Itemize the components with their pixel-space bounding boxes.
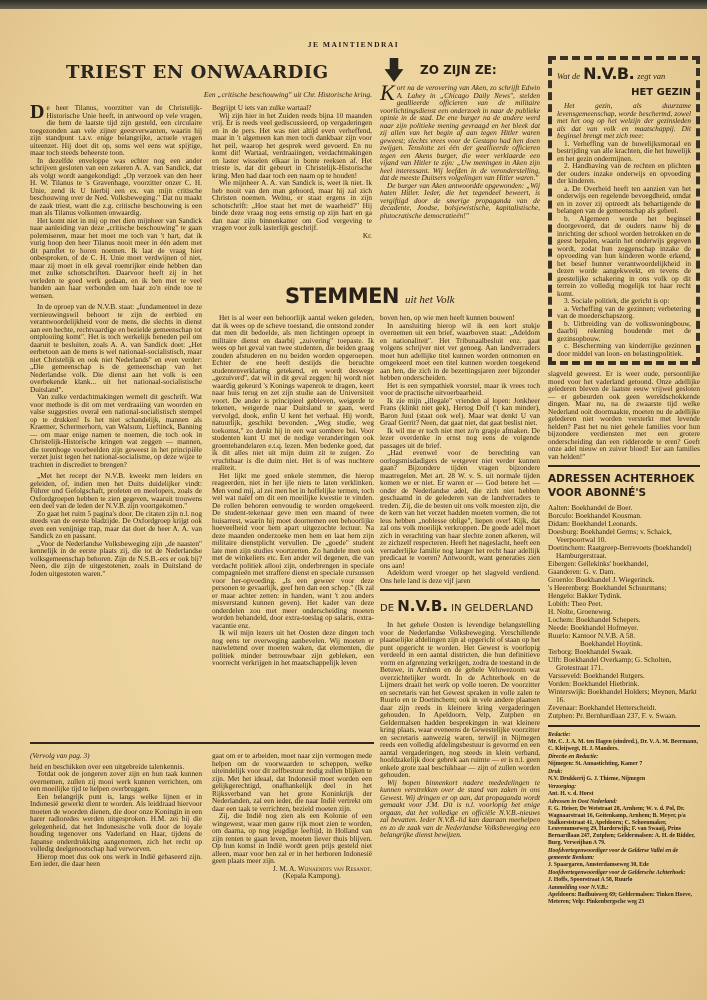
vervolg-column-2 <box>212 752 372 880</box>
paragraph: boven hen, op wie men heeft kunnen bouwen! <box>380 313 515 322</box>
colophon-label: Redactie: <box>548 732 571 738</box>
paragraph: Wij zijn hier in het Zuiden reeds bijna 10 maanden vrij. Er is reeds veel gediscussieerd, op vergaderingen en in de pers. Het was niet altijd even verheffend, maar in 't algemeen kan men toch dankbaar zijn voor het peil, waarop het gesprek werd gevoerd. En nu komt dit! Wartaal, verdraaiingen, verdachtmakingen en laster wisselen elkaar in bonte reeksen af. Het trieste is, dat dit gebeurt in Christelijk-Historische kring. Men had daar toch een naam op te houden! <box>212 110 372 180</box>
headline-zo-zijn-ze: ZO ZIJN ZE: <box>420 63 497 77</box>
box-title: HET GEZIN <box>631 87 691 98</box>
address-entry: Hengelo: Bakker Tydink. <box>548 591 622 600</box>
address-entry: Zevenaar: Boekhandel Hetterscheidt. <box>548 703 657 712</box>
paragraph: Adeldom werd vroeger op het slagveld verdiend. Ons hele land is deze vijf jaren <box>380 568 540 585</box>
address-entry: 's Heerenberg: Boekhandel Schuurmans; <box>548 583 667 592</box>
address-entry: Neede: Boekhandel Hofmeyer. <box>548 623 639 632</box>
running-title: JE MAINTIENDRAI <box>307 40 400 49</box>
list-item: 1. Verheffing van de huwelijksmoraal en bestrijding van alle krachten, die het huwelijk en het gezin ondermijnen. <box>557 138 691 163</box>
paragraph: Wij hopen binnenkort nadere mededelingen te kunnen verstrekken over de stand van zaken in ons Gewest. Wij dringen er op aan, dat propaganda wordt gemaakt voor J.M. Dit is n.l. voorlopig het enige orgaan, dat het volledige en officiële N.V.B.-nieuws zal bevatten. Ieder N.V.B.-lid kan daaraan meehelpen en zo de zaak van de Nederlandse Volksbeweging een belangrijke dienst bewijzen. <box>380 777 540 839</box>
title-line: VOOR ABONNÉ'S <box>548 487 647 499</box>
paragraph: Ik wil mijn lezers uit het Oosten deze dingen toch nog eens ter overweging aanbevelen. Wij moeten er nauwlettend over moeten waken, dat elementen, die politiek minder betrouwbaar zijn gebleken, een voorrecht verkrijgen in het maatschappelijk leven <box>212 628 374 667</box>
heading-prefix: Wat de <box>557 71 581 81</box>
address-entry: Ulft: Boekhandel Overkamp; G. Scholten, Grotestraat 171. <box>548 655 672 672</box>
colophon-label: Verzorging: <box>548 784 577 791</box>
stemmen-column-1 <box>212 314 374 667</box>
paragraph: Het komt niet in mij op met dien mijnheer van Sandick naar aanleiding van deze „critische beschouwing" te gaan polemiseren, maar het moet me toch van 't hart, dat ik vurig hoop den heer Tilanus nooit meer in één adem met dit pamflet te horen noemen. Ik laat de vraag hier onbesproken, of de C. H. Unie moet verdwijnen of niet, maar zij moet in elk geval roemrijker einde hebben dan met zulke schotschriften. Daarvoor heeft zij in het verleden te goed werk gedaan, en ik ben met te veel banden aan haar verbonden om haar zo'n einde toe te wensen. <box>30 215 202 300</box>
down-arrow-icon <box>384 58 404 82</box>
paragraph: In de oproep van de N.V.B. staat: „fundamenteel in deze vernieuwingswil behoort te zijn de eerbied en verantwoordelijkheid voor de mens, die slechts in dienst aan een hechte, rechtvaardige en bezielde gemeenschap tot ontplooiing komt". Het is toch werkelijk beneden peil om daaruit te besluiten, zoals A. A. van Sandick doet: „Het eerbetoon aan de mens is wel nationaal-socialistisch, maar niet Christelijk en ook niet Nederlands" en even verder: „Die gemeenschap is de gemeenschap van het Nederlandse volk. Die dienst aan het volk is een overbekende klank... uit het nationaal-socialistische Duitsland". <box>30 302 202 394</box>
triest-column-1 <box>30 101 202 578</box>
address-entry: Zutphen: Pr. Bernhardlaan 237, F. v. Swaan. <box>548 711 677 720</box>
address-entry: Ruurlo: Kantoor N.V.B. A 58. <box>548 631 636 640</box>
address-entry: Doetinchem: Raatgreep-Berrevoets (boekhandel) Hamburgerstraat. <box>548 543 692 560</box>
paragraph: „Met het recept der N.V.B. kweekt men leiders en geleiden, of, indien men het Duits duidelijker vindt: Führer und Gefolgschaft, profeten en meelopers, zoals de Oxfordgroepen hebben te zien gegeven, waaruit trouwens een deel van de leden der N.V.B. zijn voortgekomen." <box>30 471 202 510</box>
colophon-entry <box>548 870 700 884</box>
colophon <box>548 732 700 906</box>
colophon-text: Ant. H. v. d. Horst <box>548 790 594 797</box>
drop-cap: D <box>30 101 45 123</box>
triest-column-2 <box>212 104 372 239</box>
drop-cap: K <box>380 80 395 105</box>
colophon-label: Hoofdvertegenwoordiger voor de Geldersche Achterhoek: <box>548 870 686 877</box>
list-item: 2. Handhaving van de rechten en plichten der ouders inzake onderwijs en opvoeding der kinderen. <box>557 161 691 185</box>
address-entry: Gaanderen: G. v. Dam. <box>548 567 616 576</box>
box-body <box>557 102 691 357</box>
list-item: b. Algemeen worde het beginsel doorgevoerd, dat de ouders nauw bij de inrichting der school worden betrokken en de geest bepalen, waarin het onderwijs gegeven wordt, zodat hun zeggenschap inzake de opvoeding van hun kinderen worde erkend, het besef hunner verantwoordelijkheid in dezen worde aangekweekt, en tevens de geestelijke schakering in ons volk op dit terrein zo volledig mogelijk tot haar recht komt. <box>557 213 691 298</box>
paragraph: e heer Tilanus, voorzitter van de Christelijk-Historische Unie heeft, in antwoord op vele vragen, die hem de laatste tijd zijn gesteld, een circulaire toegezonden aan vele zijner geestverwanten, waarin hij zijn standpunt t.a.v. enige belangrijke, actuele vragen uiteenzet. Hij doet dit op, soms wel eens wat spijtige, maar toch steeds beheerste toon. <box>30 103 202 157</box>
headline-triest: TRIEST EN ONWAARDIG <box>66 62 329 83</box>
address-list <box>548 504 700 720</box>
address-entry: Lochem: Boekhandel Schepers. <box>548 615 641 624</box>
colophon-label: Directie en Redactie: <box>548 753 599 760</box>
colophon-label: Aanmelding voor N.V.B.: <box>548 885 609 892</box>
paragraph: „Had evenwel voor de berechting van oorlogsmisdadigers de wetgever niet verder kunnen gaan? Bijzondere tijden vragen bijzondere maatregelen. Met art. 28 W. v. S. uit normale tijden komen we er niet. Er waren er — God betere het — onder de Nederlandse adel, die zich niet hebben geschaamd in de gelederen van de landverraders te treden. Zij, die de besten uit ons volk moesten zijn, die de kern van het verzet hadden moeten vormen, die tot leus hebben „noblesse oblige", liepen over! Kijk, dat zal ons volk moeilijk verkroppen. De goede adel moet zich in verachting van haar slechte zonen afkeren, wil ze zichzelf respecteren. Heeft het nageslacht, heeft een verraderlijke familie nog langer het recht haar adellijk predicaat te voeren? Antwoordt, want generaties zien ons aan! <box>380 448 540 570</box>
paragraph: Het lijkt me goed enkele stemmen, die hierop reageerden, niet in het ijle niets te laten verklinken. Men vond mij, al zei men het in hoffelijke termen, toch wel wat naïef om dit een moeilijke kwestie te vinden. De rollen behoren eenvoudig te worden omgekeerd. De student-tekenaar geve men een maand of twee huisarrest, waarin hij moet doornemen een behoorlijke hoeveelheid voor hem apart uitgezochte lectuur. Na deze maanden onderzoeke men hem en laat hem zijn militaire dienstplicht vervullen. De „goede" student late men zijn studies voortzetten. Zo handele men ook met de winkeliers etc. Een ander wil degenen, die van verdacht politiek allooi zijn, onderbrengen in speciale compagnieën met straffere dienst en speciale cursussen voor her-opvoeding. „Is een geweer voor deze personen te gevaarlijk, geef hen dan een schop." (Ik zal er maar achter zetten: in handen, want 't zou anders misverstand kunnen geven). Het kader van deze onderdelen zou met meer onderscheiding moeten worden behandeld, door extra-toeslag op salaris, extra-vacantie enz. <box>212 470 374 630</box>
signature: Kr. <box>362 230 372 240</box>
paragraph: Het gezin, als duurzame levensgemeenschap, worde beschermd, zowel met het oog op het welzijn der gezinsleden als dat van volk en maatschappij. Dit beginsel brengt met zich mee: <box>557 101 691 140</box>
paragraph: Een belangrijk punt is, langs welke lijnen er in Indonesië gewerkt dient te worden. Als leiddraad hiervoor moeten de woorden dienen, die door onze Koningin in een harer radioredes werden uitgesproken. H.M. zei bij die gelegenheid, dat het Indonesische volk door de loyale houding tegenover ons Vaderland en Haar, tijdens de Japanse onderdrukking aangenomen, zich het recht op volledig deelgenootschap had verworven. <box>30 791 202 853</box>
author-signature: J. M. A. Wijnaendts van Resandt. <box>272 863 372 873</box>
address-entry: Borculo: Boekhandel Kousman. <box>548 511 642 520</box>
divider <box>548 465 700 467</box>
divider <box>380 589 540 591</box>
address-entry: H. Nolte, Groeneweg. <box>548 607 613 616</box>
divider <box>548 725 700 727</box>
address-entry: Groenlo: Boekhandel J. Wiegerinck. <box>548 575 655 584</box>
author-pseudonym: (Kepala Kampong). <box>283 871 341 880</box>
adressen-title <box>548 472 700 500</box>
paragraph: In aansluiting hierop wil ik een kort stukje overnemen uit een brief, waarboven staat: „Adeldom en nationaliteit". Het Tribunaalbesluit enz. gaat volgens schrijver niet ver genoeg. Aan landverraders moet hun adellijke titel kunnen worden ontnomen en omgekeerd moet een titel kunnen worden toegekend aan hen, die zich in de bezettingsjaren zeer bijzonder hebben onderscheiden. <box>380 320 540 382</box>
colophon-text: J. Spaargaren, Amsterdamseweg 30, Ede <box>548 861 649 868</box>
colophon-entry <box>548 769 700 783</box>
headline-subtitle: uit het Volk <box>405 294 455 306</box>
colophon-text: F. G. Heiser, De Wetstraat 28, Arnhem; W. v. d. Pol, Dr. Wagnaarstraat 16, Geitenkamp, Arnhem; B. Meyer, p/a Stalkorststraat 41, Apeldoorn; C. Schoenmaker, Leuvenumseweg 29, Harderwijk; F. van Swaaij, Prins Bernardlaan 247, Zutphen; Geldermalsen: A. H. de Ridder, Burg. Verweijhan A 79. <box>548 805 695 846</box>
nvb-brand: N.V.B. <box>397 597 448 615</box>
title-prefix: DE <box>380 603 395 614</box>
gelderland-body <box>380 621 540 839</box>
stemmen-continuation <box>548 370 700 460</box>
address-entry: Varsseveld: Boekhandel Rutgers. <box>548 671 645 680</box>
headline-stemmen <box>285 284 455 312</box>
paragraph: Wie mijnheer A. A. van Sandick is, weet ik niet. Ik heb nooit van den man gehoord, maar hij zal zich Christen noemen. Welnu, er staat ergens in zijn schotschrift: „Hoe staat het met de waarheid?" Hij binde deze vraag nog eens ernstig op zijn hart en ga dan naar zijn binnenkamer om God vergeving te vragen voor zulk lasterlijk geschrijf. <box>212 178 372 232</box>
address-entry: Didam: Boekhandel Leonards. <box>548 519 638 528</box>
divider <box>30 742 374 744</box>
colophon-entry <box>548 885 700 905</box>
paragraph: „Voor de Nederlandse Volksbeweging zijn „de naasten" kennelijk in de eerste plaats zij, die tot de Nederlandse volksgemeenschap behoren. Zijn de N.S.B.-ers er ook bij? Neen, die zijn de uitgestotenen, zoals in Duitsland de Joden uitgestoten waren." <box>30 538 202 578</box>
list-item: 3. Sociale politiek, die gericht is op: <box>564 296 670 305</box>
nvb-gezin-box <box>548 56 700 365</box>
colophon-label: Hoofdvertegenwoordiger voor de Gelderse Vallei en de gemeente Renkum: <box>548 848 679 862</box>
title-line: ADRESSEN ACHTERHOEK <box>548 473 695 485</box>
colophon-entry <box>548 799 700 847</box>
address-entry: Winterswijk: Boekhandel Holders; Meynen, Markt 16. <box>548 687 697 704</box>
address-entry: Vorden: Boekhandel Hietbrink. <box>548 679 640 688</box>
paragraph: Het is een sympathiek voorstel, maar ik vrees toch voor de practische uitvoerbaarheid. <box>380 380 540 397</box>
address-entry: Lobith: Theo Peet. <box>548 599 603 608</box>
paragraph: In dezelfde enveloppe was echter nog een ander schrijven gesloten van een zekeren A. A. van Sandick, dat als volgt wordt aangekondigd: „Op verzoek van den heer H. W. Tilanus te 's Gravenhage, voorzitter onzer C. H. Unie, zend ik U hierbij een ex. van mijn critische beschouwing over de Ned. Volksbeweging." Dat nu maakt de zaak triest, want die z.g. critische beschouwing is een man als Tilanus volkomen onwaardig. <box>30 155 202 217</box>
address-entry: Doesburg: Boekhandel Germs; v. Schaick, Veerpoortwal 10. <box>548 527 672 544</box>
address-entry: Aalten: Boekhandel de Boer. <box>548 503 633 512</box>
paragraph: Hierop moet dus ook ons werk in Indië gebaseerd zijn. Een ieder, die daar heen <box>30 851 202 868</box>
paragraph: In het gehele Oosten is levendige belangstelling voor de Nederlandse Volksbeweging. Verschillende plaatselijke afdelingen zijn al opgericht of staan op het punt opgericht te worden. Het Gewest is voorlopig verdeeld in een aantal districten, die hun definitieve vorm en afgrenzing verkrijgen, zodra de toestand in de Betuwe, in Arnhem en de gehele Veluwezoom wat overzichtelijker wordt. In de Achterhoek en de Lijmers draait het werk op volle toeren. De voorzitter en secretaris van het Gewest spraken in volle zalen te Ruurlo en te Doetinchem; ook in vele andere plaatsen daar zijn reeds in kleinere kring vergaderingen gehouden. In Apeldoorn, Velp, Zutphen en Geldermalsen hadden besprekingen in wat kleinere kring plaats, waar eveneens de Gewestelijke voorzitter en secretaris aanwezig waren, terwijl in Nijmegen reeds een volledig afdelingsbestuur is gevormd en een aantal vergaderingen, nog steeds in klein verband, hoofdzakelijk door gebrek aan ruimte — er is n.l. geen enkele grote zaal beschikbaar — zijn of zullen worden gehouden. <box>380 620 540 779</box>
paragraph: ort na de verovering van Aken, zo schrijft Edwin A. Lahey in „Chicago Daily News", stelden geallieerde officieren van de militaire voorlichtingsdienst een onderzoek in naar de publieke opinie in de stad. De ene burger na de andere werd naar zijn politieke mening gevraagd en het bleek dat zij allen van het begin af aan tegen Hitler waren geweest; slechts vrees voor de Gestapo had hen doen zwijgen. Tenslotte zei één der geallieerde officieren tegen een Akens burger, die weer verklaarde een vijand van Hitler te zijn: „Uw meningen in Aken zijn heel interessant. Wij leefden in de veronderstelling, dat de meeste Duitsers volgelingen van Hitler waren." <box>380 83 540 182</box>
address-entry: Eibergen: Gellekinks' boekhandel, <box>548 559 649 568</box>
title-suffix: IN GELDERLAND <box>451 603 534 614</box>
colophon-text: Apeldoorn: Badhuisweg 69; Geldermalsen: Tinken Hoeve, Meteren; Velp: Pinkenbergsche weg 23 <box>548 892 693 905</box>
stemmen-column-2 <box>380 314 540 584</box>
right-column <box>548 56 700 907</box>
address-entry: Boekhandel Hoytink. <box>580 639 643 648</box>
list-item: c. Bescherming van kinderrijke gezinnen door middel van loon- en belastingpolitiek. <box>557 341 691 358</box>
colophon-label: Adressen in Oost Nederland: <box>548 799 618 806</box>
paragraph: Totdat ook de jongeren zover zijn en hun taak kunnen overnemen, zullen zij mooi werk kunnen verrichten, om een moeilijke tijd te helpen overbruggen. <box>30 769 202 793</box>
colophon-entry <box>548 754 700 768</box>
paragraph: Zij, die Indië nog zien als een Kolonie of een wingewest, waar men gauw rijk moet zien te worden, om daarna, op nog jeugdige leeftijd, in Holland van zijn renten te gaan leven, moeten liever thuis blijven. Op hun komst in Indië wordt geen prijs gesteld niet alleen, maar voor hen zal er in het herboren Indonesië geen plaats meer zijn. <box>212 811 372 865</box>
paragraph: Begrijpt U iets van zulke wartaal? <box>212 103 312 112</box>
page-edge <box>0 0 707 9</box>
headline-text: STEMMEN <box>285 284 400 308</box>
list-item: a. De Overheid heeft ten aanzien van het onderwijs een regelende bevoegdheid, omdat en in zover zij optreedt als behartigende de belangen van de gemeenschap als geheel. <box>557 183 691 215</box>
paragraph: Ik wil me er toch niet met zo'n grapje afmaken. De lezer overdenke in ernst nog eens de volgende passages uit de brief. <box>380 425 540 450</box>
colophon-text: N.V. Drukkerij G. J. Thieme, Nijmegen <box>548 775 646 782</box>
paragraph: gaat om er te arbeiden, moet naar zijn vermogen mede helpen om de voorwaarden te scheppen, welke uiteindelijk voor dit zelfbestuur nodig zullen blijken te zijn. Met het ideaal, dat Indonesië moet worden een gelijkgerechtigd, onafhankelijk deel in het Rijksverband van het grote Koninkrijk der Nederlanden, zal een ieder, die naar Indië vertrekt om daar een taak te verrichten, bezield moeten zijn. <box>212 751 372 813</box>
zo-zijn-ze-body <box>380 80 540 220</box>
colophon-label: Druk: <box>548 768 563 775</box>
paragraph: Ik zie mijn „illegale" vrienden al lopen: Jonkheer Frans (klinkt niet gek), Hertog Dolf ('t kan minder), Baron Juul (staat ook wel). Maar wat denkt U van Graaf Gerrit? Neen, dat gaat niet, dat gaat beslist niet. <box>380 395 540 427</box>
list-item: a. Verheffing van de gezinnen; verbetering van de moederschapszorg. <box>557 303 691 320</box>
colophon-text: Mr. C. J. A. M. ten Hagen (eindred.), Dr. V. A. M. Beermann, C. Kleijwegt, H. J. Manders. <box>548 738 698 752</box>
address-entry: Terborg: Boekhandel Swaak. <box>548 647 633 656</box>
colophon-text: J. Hoffs, Spoorstraat A 58, Ruurlo <box>548 876 633 883</box>
list-item: b. Uitbreiding van de volkswoningbouw, daarbij rekening houdende met de gezinsopbouw. <box>557 318 691 343</box>
paragraph: slagveld geweest. Er is weer oude, persoonlijke moed voor het vaderland getoond. Onze adellijke gelederen bleven de laatste eeuw vrijwel gesloten — er gebeurden ook geen wereldschokkende dingen. Maar nu, na de zwaarste tijd welke Nederland ooit doormaakte, moeten nu de adellijke gelederen niet worden versterkt met levende helden? Past het nu niet gehele families voor hun bijzondere verdiensten met een grotere onderscheiding dan een ridderorde te eren? Geeft onze adel nieuw en zuiver bloed! Eer aan families van helden!" <box>548 369 700 461</box>
colophon-entry <box>548 784 700 798</box>
paragraph: Van zulke verdachtmakingen wemelt dit geschrift. Wat voor methode is dit om met verdraaiing van woorden en valse suggesties overal een national-socialistisch stempel op te drukken! Is het niet schandelijk, mannen als Kraemer, Schermerhorn, van Walsum, Lieftinck, Banning — om maar enige namen te noemen, die toch ook in Christelijk-Historische kringen wat zeggen — mannen, die torenhoge voorbeelden zijn geweest in het principiële verzet juist tegen het national-socialisme, op deze wijze te trachten in discrediet te brengen? <box>30 392 202 469</box>
continued-note: (Vervolg van pag. 3) <box>30 751 90 760</box>
paragraph: Het is al weer een behoorlijk aantal weken geleden, dat ik wees op de scheve toestand, die ontstond zonder dat men dit bedoelde, als men lichtingen oproept in militaire dienst en daarbij „zuivering" toepaste. Ik wees op het geval van twee studenten, die beiden graag zouden afstuderen en nu beiden worden opgeroepen. Echter de ene heeft destijds die beruchte studentenverklaring getekend, en wordt deswege „gezuiverd", dat wil in dit geval zeggen: hij wordt niet waardig gekeurd 's Konings wapenrok te dragen, keert naar huis terug en zet zijn studie aan de Universiteit voort. De ander is principieel gebleven, weigerde te tekenen, weigerde naar Duitsland te gaan, werd vervolgd, dook, enfin U kent het verhaal. Hij wordt, natuurlijk, geschikt bevonden. „Weg studie, weg toekomst," zo denkt hij in een wat sombere bui. Voor studenten kunt U met de nodige veranderingen ook groentehandelaren e.t.q. lezen. Men bedenke goed, dat ik dit alles niet uit mijn duim zit te zuigen. Zo vruchtbaar is die duim niet. Het is of was nuchtere realiteit. <box>212 313 374 472</box>
nvb-brand: N.V.B. <box>583 64 635 83</box>
headline-gelderland <box>380 596 540 619</box>
paragraph: Zo gaat het ruim 5 pagina's door. De citaten zijn n.l. nog steeds van de eerste bladzijde. De Oxfordgroep krijgt ook even een venijnige trap, maar dat doet de heer A. A. van Sandick zo en passant. <box>30 508 202 540</box>
box-heading <box>557 64 691 86</box>
colophon-entry <box>548 848 700 868</box>
column-3-lower <box>380 314 540 839</box>
colophon-entry <box>548 732 700 752</box>
heading-suffix: zegt van <box>637 71 666 81</box>
paragraph: heid en beschikken over een uitgebreide talenkennis. <box>30 761 185 771</box>
paragraph: De burger van Aken antwoordde opgewonden: „Wij haten Hitler. Ieder, die het tegendeel beweert, is vergiftigd door de smerige propaganda van de decadente, Joodse, bolsjewistische, kapitalistische, plutocratische democratieën!" <box>380 180 540 220</box>
colophon-text: Nijmegen: St. Annastichting, Kamer 7 <box>548 760 643 767</box>
vervolg-column-1 <box>30 752 202 868</box>
subtitle-triest: Een „critische beschouwing" uit Chr. Historische kring. <box>203 90 372 99</box>
